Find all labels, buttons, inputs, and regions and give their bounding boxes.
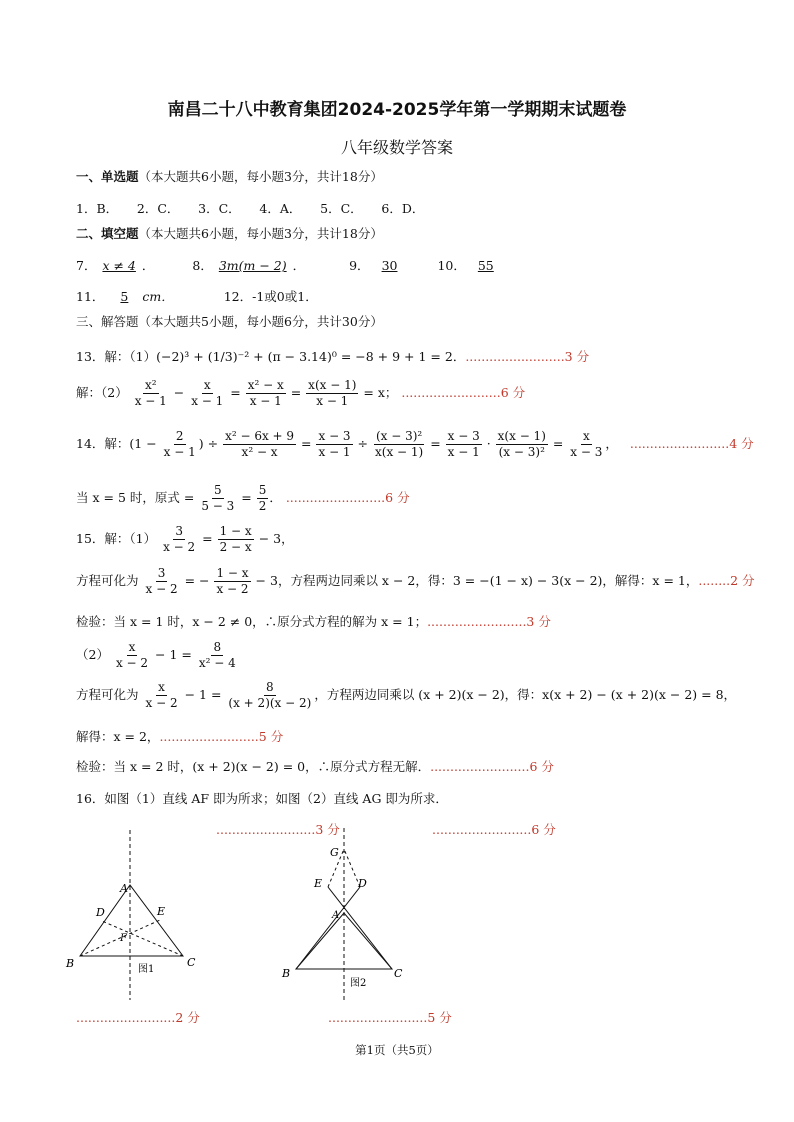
q15-score4: .........................6 分 [430,759,554,774]
q14-line1: 14．解：(1 − $\frac{2}{x - 1}$ ) ÷ $\frac{\text{x² − 6x + 9}}{\text{x² − x}}$ = $\frac{x - 3}{x - 1}$ ÷ $\frac{\text{(x − 3)²}}{x(x - 1)}$ = $\frac{x - 3}{x - 1}$ · $\frac{x(x - 1)}{\text{(x − 3)²}}$ = $\frac{x}{x - 3}$ ， .........................4 分 [76,429,754,459]
fig1-label-e: E [157,905,166,918]
q15-score3: .........................5 分 [159,729,284,744]
fig1-label-a: A [120,882,128,895]
fig2-label-c: C [394,967,403,980]
q14-score1: .........................4 分 [629,436,754,451]
q11-answer: 5 [120,289,129,304]
fig1-dashed-cd [102,921,183,956]
fig2-label-b: B [282,967,291,980]
q15-line5: 方程可化为 $\frac{x}{x - 2}$ − 1 = $\frac{8}{(x + 2)(x - 2)}$ ，方程两边同乘以 (x + 2)(x − 2)，得：x(x + 2) − (x + 2)(x − 2) = 8， [76,680,737,710]
fig2-line-bd [296,887,360,969]
q10-label: 10． [437,258,466,273]
q15-line6 [76,727,283,745]
q15-score2: .........................3 分 [427,614,551,629]
q15-solution2: 解得：x = 2， [76,729,160,744]
q16-score-3: .........................3 分 [216,822,340,837]
q14-line2: 当 x = 5 时，原式 = $\frac{5}{5 - 3}$ = $\frac{5}{2}$ ． .........................6 分 [76,483,410,513]
q9-label: 9． [349,258,370,273]
q15-line2: 方程可化为 $\frac{3}{x - 2}$ = − $\frac{1 - x}{x - 2}$ − 3，方程两边同乘以 x − 2，得：3 = −(1 − x) − 3(x − 2)，解得：x = 1，........2 分 [76,566,755,596]
q15-line3 [76,612,551,630]
q9-answer: 30 [381,258,398,273]
section-2-title: 二、填空题 [76,226,139,241]
q16-text: 16．如图（1）直线 AF 即为所求；如图（2）直线 AG 即为所求． [76,791,448,806]
q14-substitute: 当 x = 5 时，原式 = [76,490,195,505]
fig2-label-d: D [358,877,367,890]
q15-rewrite2-label: 方程可化为 [76,687,139,702]
q15-solve1: − 3，方程两边同乘以 x − 2，得：3 = −(1 − x) − 3(x − 2)，解得：x = 1， [255,573,699,588]
section-1-title: 一、单选题 [76,169,139,184]
page-footer: 第1页（共5页） [355,1043,439,1057]
section-3-heading [76,312,383,330]
answers-7-10: 7． x ≠ 4 ． 8． 3m(m − 2) ． 9． 30 10． 55 [76,256,506,274]
q15-check1: 检验：当 x = 1 时，x − 2 ≠ 0，∴原分式方程的解为 x = 1； [76,614,428,629]
figure-2 [270,825,430,1005]
q15-line1: 15．解：（1） $\frac{3}{x - 2}$ = $\frac{1 - x}{2 - x}$ − 3， [76,524,294,554]
section-1-answers: 1．B． 2．C． 3．C． 4．A． 5．C． 6．D． [76,201,425,216]
page-subtitle: 八年级数学答案 [340,138,453,157]
fig1-label-c: C [187,956,196,969]
section-3-note: （本大题共5小题，每小题6分，共计30分） [138,314,383,329]
q13-part2-result: = x； [363,385,398,400]
section-3-title: 三、解答题 [76,314,139,329]
fig2-label-a: A [332,910,340,921]
q7-answer: x ≠ 4 [102,258,136,273]
section-2-heading [76,224,383,242]
q15-rewrite2-mid: − 1 = [184,687,222,702]
q11-unit: cm． [142,289,174,304]
q15-line4: （2） $\frac{x}{x - 2}$ − 1 = $\frac{8}{\text{x² − 4}}$ [76,640,236,670]
q13-part2-label: 解：（2） [76,385,128,400]
fig1-label-b: B [66,957,75,970]
q16-score-5: .........................5 分 [328,1010,452,1025]
q15-rewrite-label: 方程可化为 [76,573,139,588]
q13-score2: .........................6 分 [401,385,526,400]
q10-answer: 55 [477,258,494,273]
q13-part1: 13．解：（1）(−2)³ + (1/3)⁻² + (π − 3.14)⁰ = −8 + 9 + 1 = 2． [76,349,466,364]
fig2-label-g: G [330,846,339,859]
q8-answer: 3m(m − 2) [218,258,287,273]
q15-eq1-tail: − 3， [258,531,294,546]
q11-label: 11． [76,289,105,304]
q16-score-2: .........................2 分 [76,1010,200,1025]
figure-1 [60,825,220,1005]
q15-part2-label: （2） [76,647,109,662]
q13-line1 [76,347,589,365]
section-2-note: （本大题共6小题，每小题3分，共计18分） [138,226,383,241]
q12-answer: 12．-1或0或1． [223,289,318,304]
q15-eq2-mid: − 1 = [155,647,192,662]
q7-label: 7． [76,258,97,273]
q15-line7 [76,757,554,775]
fig1-label-d: D [96,906,105,919]
q15-check2: 检验：当 x = 2 时，(x + 2)(x − 2) = 0，∴原分式方程无解． [76,759,431,774]
q13-line2: 解：（2） $\frac{\text{x²}}{x - 1}$ − $\frac{x}{x - 1}$ = $\frac{\text{x² − x}}{x - 1}$ = $\frac{x(x - 1)}{x - 1}$ = x； .........................6 分 [76,378,526,408]
fig1-triangle [80,885,183,956]
q14-score2: .........................6 分 [285,490,410,505]
q14-label: 14．解：(1 − [76,436,157,451]
q13-score1: .........................3 分 [465,349,590,364]
fig1-label-f: F [120,933,127,944]
q16-score-6: .........................6 分 [432,822,556,837]
q15-solve2: ，方程两边同乘以 (x + 2)(x − 2)，得：x(x + 2) − (x + 2)(x − 2) = 8， [314,687,737,702]
fig2-label-e: E [314,877,323,890]
fig2-line-ce [328,887,392,969]
fig2-caption: 图2 [350,978,367,989]
q15-label: 15．解：（1） [76,531,157,546]
q8-label: 8． [192,258,213,273]
page-title: 南昌二十八中教育集团2024-2025学年第一学期期末试题卷 [167,100,627,120]
q15-score1: ........2 分 [698,573,755,588]
answers-11-12 [76,287,318,305]
fig1-caption: 图1 [138,964,155,975]
section-1-heading [76,167,383,185]
section-1-note: （本大题共6小题，每小题3分，共计18分） [138,169,383,184]
